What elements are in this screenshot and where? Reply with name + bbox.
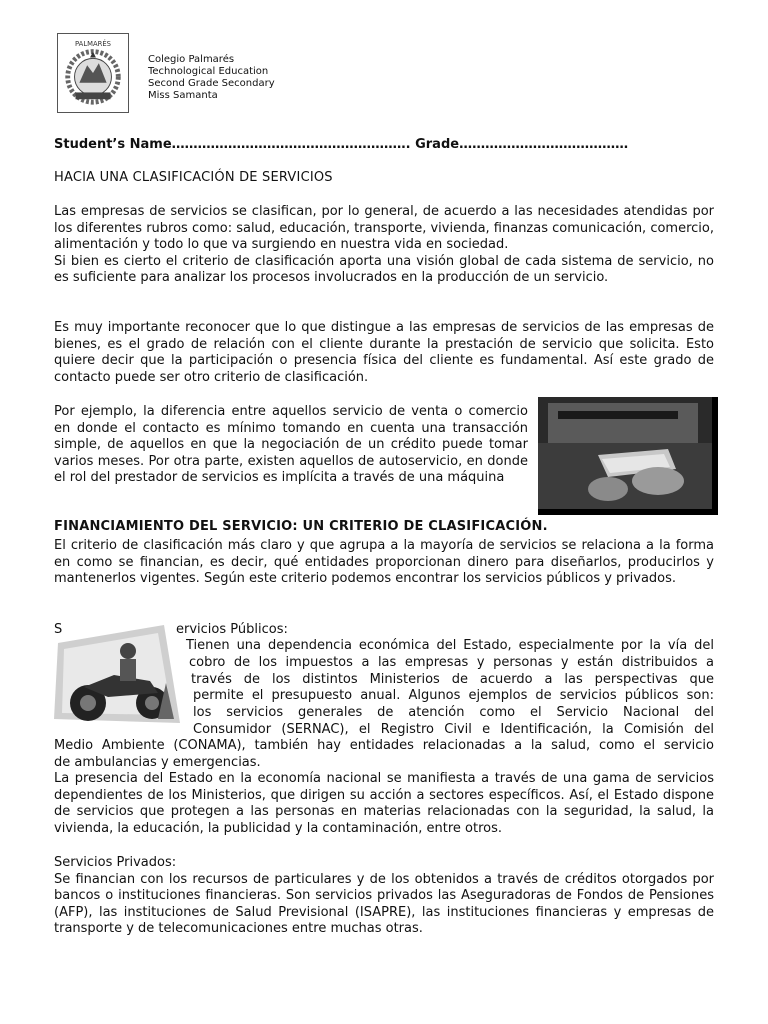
school-crest-icon [58,34,128,112]
motorcycle-police-clipart [54,623,184,733]
motorcycle-icon [54,623,184,733]
paragraph-state-presence [54,771,714,837]
paragraph-line: Consumidor (SERNAC), el Registro Civil e Identificación, la Comisión del [193,722,714,737]
paragraph-text: Por ejemplo, la diferencia entre aquellos servicio de venta o comercio en donde el contacto es mínimo tomando en cuenta una transacción simple, de aquellos en que la negociación de un crédito puede tomar varios meses. Por otra parte, existen aquellos de autoservicio, en donde el rol del prestador de servicios es implícita a través de una máquina [54,404,528,486]
atm-cash-icon [538,397,712,509]
paragraph-text: Se financian con los recursos de particulares y de los obtenidos a través de créditos otorgados por bancos o instituciones financieras. Son servicios privados las Aseguradoras de Fondos de Pensiones (AFP), las instituciones de Salud Previsional (ISAPRE), las instituciones financieras y empresas de transporte y de telecomunicaciones entre muchas otras. [54,871,714,937]
paragraph-text: Es muy importante reconocer que lo que distingue a las empresas de servicios de las empresas de bienes, es el grado de relación con el cliente durante la prestación de servicio que solicita. Esto quiere decir que la participación o presencia física del cliente es fundamental. Así este grado de contacto puede ser otro criterio de clasificación. [54,320,714,385]
paragraph-contact [54,320,714,386]
paragraph-line: Medio Ambiente (CONAMA), también hay entidades relacionadas a la salud, como el servicio [54,738,714,753]
private-services-title: Servicios Privados: [54,855,177,870]
school-logo [57,33,129,113]
public-services-title: ervicios Públicos: [176,622,288,637]
paragraph-text: La presencia del Estado en la economía nacional se manifiesta a través de una gama de servicios dependientes de los Ministerios, que dirigen su acción a sectores específicos. Así, el Estado dispone de servicios que protegen a las personas en materias relacionadas con la seguridad, la salud, la vivienda, la educación, la publicidad y la contaminación, entre otros. [54,771,714,836]
school-info [148,54,275,102]
teacher-name: Miss Samanta [148,90,218,101]
subject: Technological Education [148,66,269,77]
public-services-initial: S [54,622,63,637]
paragraph-line: cobro de los impuestos a las empresas y personas y están distribuidos a [189,655,714,670]
paragraph-line: los servicios generales de atención como el Servicio Nacional del [193,705,714,720]
paragraph-text: Si bien es cierto el criterio de clasificación aporta una visión global de cada sistema de servicio, no es suficiente para analizar los procesos involucrados en la producción de un servicio. [54,253,714,286]
paragraph-line: permite el presupuesto anual. Algunos ejemplos de servicios públicos son: [193,688,714,703]
paragraph-intro [54,204,714,287]
svg-text:PALMARÉS: PALMARÉS [75,39,111,48]
paragraph-text: Las empresas de servicios se clasifican, por lo general, de acuerdo a las necesidades atendidas por los diferentes rubros como: salud, educación, transporte, vivienda, finanzas comunicación, comercio, alimentación y todo lo que va surgiendo en nuestra vida en sociedad. [54,204,714,253]
paragraph-text: El criterio de clasificación más claro y que agrupa a la mayoría de servicios se relaciona a la forma en como se financian, es decir, qué entidades proporcionan dinero para diseñarlos, producirlos y mantenerlos vigentes. Según este criterio podemos encontrar los servicios públicos y privados. [54,538,714,587]
paragraph-line: Tienen una dependencia económica del Estado, especialmente por la vía del [186,638,714,653]
grade-level: Second Grade Secondary [148,78,275,89]
section-title-financing: FINANCIAMIENTO DEL SERVICIO: UN CRITERIO DE CLASIFICACIÓN. [54,519,548,534]
paragraph-line: de ambulancias y emergencias. [54,755,261,770]
paragraph-example [54,404,528,487]
section-title-classification: HACIA UNA CLASIFICACIÓN DE SERVICIOS [54,170,333,185]
paragraph-financing [54,538,714,588]
student-name-line: Student’s Name………………………………………………. Grade………………………………… [54,137,629,152]
paragraph-private-services [54,855,714,938]
atm-photo [538,397,718,515]
school-name: Colegio Palmarés [148,54,235,65]
paragraph-line: través de los distintos Ministerios de acuerdo a las perspectivas que [191,672,714,687]
